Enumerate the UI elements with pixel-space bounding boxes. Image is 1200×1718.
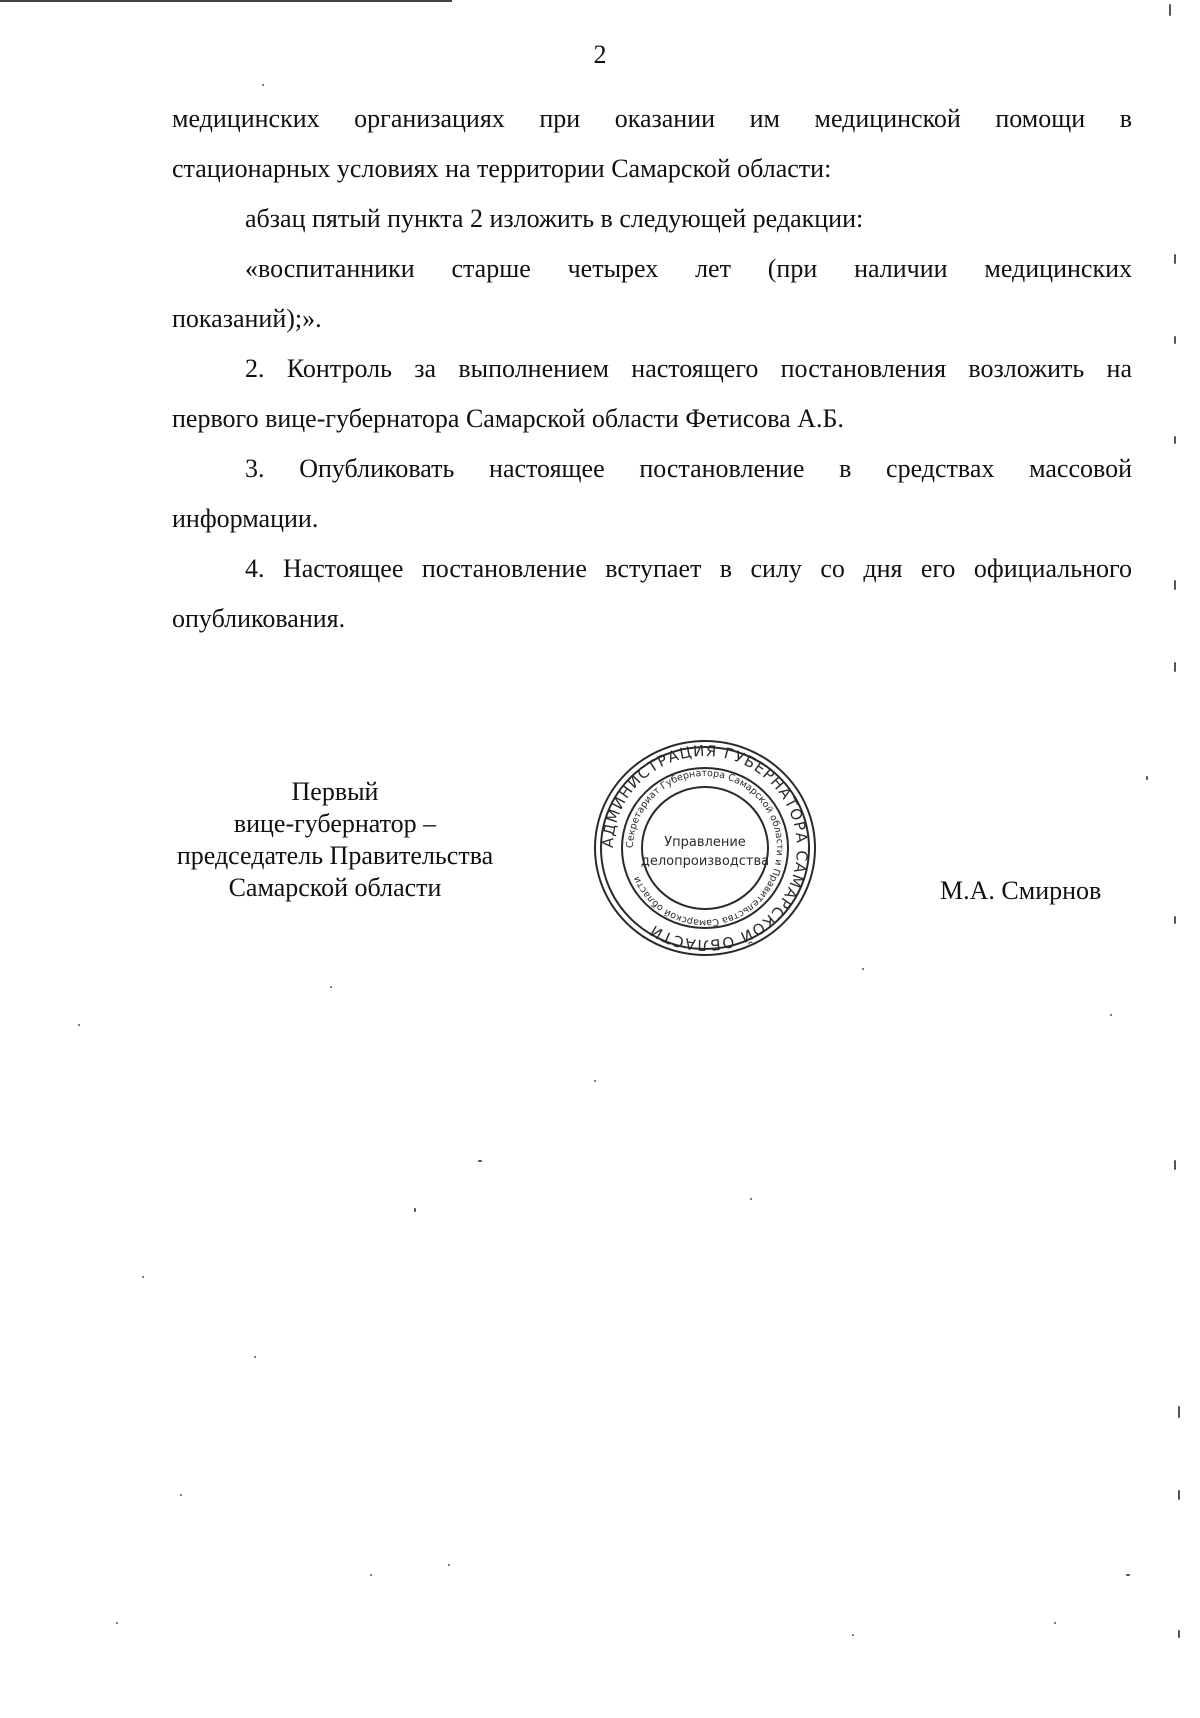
scan-speck — [1126, 1574, 1130, 1576]
document-body — [172, 94, 1132, 644]
seal-outer-text: АДМИНИСТРАЦИЯ ГУБЕРНАТОРА САМАРСКОЙ ОБЛАСТИ — [598, 741, 812, 955]
scan-speck — [478, 1160, 482, 1162]
body-line: 2. Контроль за выполнением настоящего постановления возложить на — [245, 354, 1132, 383]
scan-speck — [448, 1564, 450, 1566]
body-line: абзац пятый пункта 2 изложить в следующей редакции: — [245, 204, 864, 233]
body-line: первого вице-губернатора Самарской области Фетисова А.Б. — [172, 404, 844, 433]
scan-speck — [1174, 436, 1176, 444]
scan-speck — [1169, 4, 1171, 16]
signatory-position-line: Самарской области — [228, 873, 442, 902]
body-line: показаний);». — [172, 304, 322, 333]
scan-speck — [1174, 254, 1176, 264]
scan-speck — [1174, 580, 1176, 590]
body-line: опубликования. — [172, 604, 346, 633]
body-line: информации. — [172, 504, 319, 533]
scan-speck — [1174, 336, 1176, 344]
scan-speck — [1178, 1490, 1180, 1500]
scan-speck — [852, 1634, 854, 1636]
scan-speck — [1174, 916, 1176, 924]
signatory-position-line: Первый — [291, 777, 379, 806]
scan-speck — [750, 1198, 752, 1200]
scan-speck — [370, 1574, 372, 1576]
scan-speck — [1178, 1406, 1180, 1418]
scan-speck — [142, 1276, 144, 1278]
scan-speck — [414, 1208, 416, 1212]
body-line: стационарных условиях на территории Самарской области: — [172, 154, 832, 183]
official-seal-stamp — [588, 734, 822, 962]
body-line: 4. Настоящее постановление вступает в силу со дня его официального — [245, 554, 1132, 583]
page-number: 2 — [593, 40, 607, 69]
scan-speck — [862, 968, 864, 970]
scan-speck — [1054, 1622, 1056, 1624]
scan-speck — [330, 986, 332, 988]
scan-speck — [1146, 776, 1148, 780]
body-line: 3. Опубликовать настоящее постановление в средствах массовой — [245, 454, 1132, 483]
scan-speck — [116, 1622, 118, 1624]
signatory-position — [150, 776, 520, 904]
scan-speck — [180, 1494, 182, 1496]
seal-inner-text: Секретариат Губернатора Самарской области и Правительства Самарской области — [624, 767, 786, 929]
scan-speck — [262, 84, 264, 86]
scan-speck — [594, 1080, 596, 1082]
scan-speck — [1174, 662, 1176, 672]
scan-speck — [78, 1024, 80, 1026]
scan-speck — [1174, 1160, 1176, 1170]
seal-center-line: делопроизводства — [640, 854, 770, 869]
scan-speck — [1178, 1630, 1180, 1638]
signatory-position-line: председатель Правительства — [176, 841, 494, 870]
scan-top-rule — [0, 0, 452, 2]
signatory-name: М.А. Смирнов — [940, 876, 1102, 905]
scan-speck — [254, 1356, 256, 1358]
scan-speck — [1110, 1014, 1112, 1016]
signatory-position-line: вице-губернатор – — [233, 809, 437, 838]
body-line: «воспитанники старше четырех лет (при наличии медицинских — [245, 254, 1132, 283]
seal-center-line: Управление — [664, 835, 746, 850]
body-line: медицинских организациях при оказании им медицинской помощи в — [172, 104, 1132, 133]
